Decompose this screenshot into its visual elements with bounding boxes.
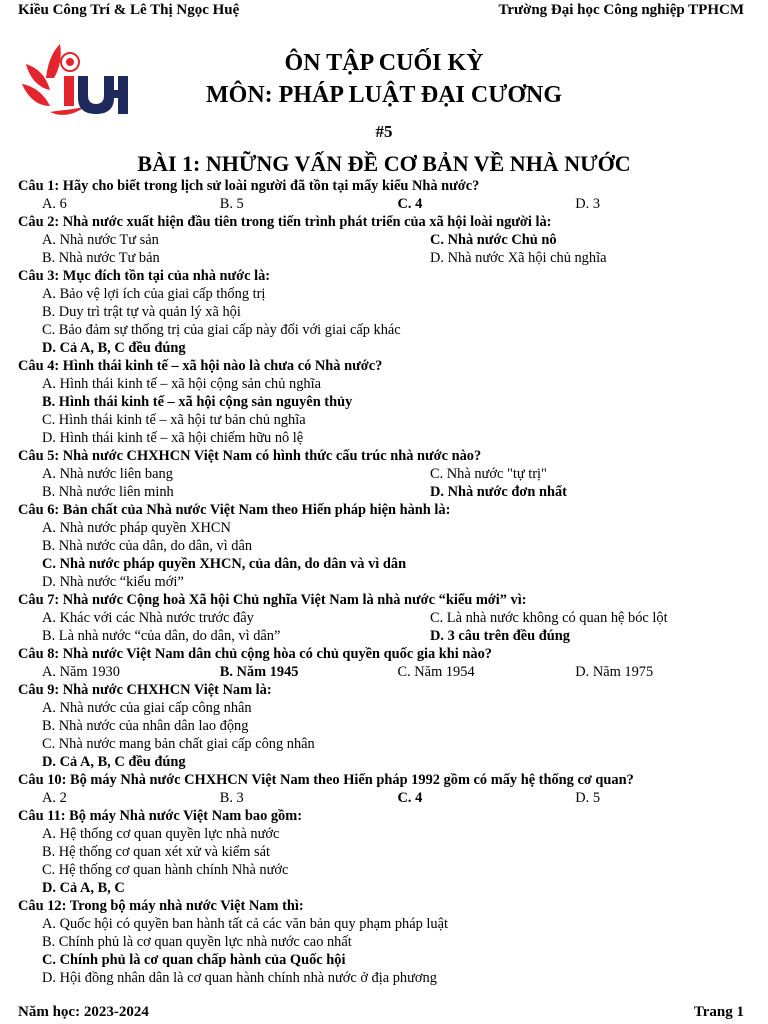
title-subject: MÔN: PHÁP LUẬT ĐẠI CƯƠNG (206, 82, 562, 108)
answer-option: D. Nhà nước Xã hội chủ nghĩa (430, 250, 607, 266)
correct-answer: B. Hình thái kinh tế – xã hội cộng sản nguyên thủy (42, 394, 353, 410)
question-8: Câu 8: Nhà nước Việt Nam dân chủ cộng hòa có chủ quyền quốc gia khi nào? (18, 646, 492, 662)
answer-option: C. Nhà nước "tự trị" (430, 466, 547, 482)
answer-option: A. 2 (42, 790, 67, 806)
question-2: Câu 2: Nhà nước xuất hiện đầu tiên trong tiến trình phát triển của xã hội loài người là: (18, 214, 552, 230)
answer-option: B. Là nhà nước “của dân, do dân, vì dân” (42, 628, 281, 644)
answer-option: D. 3 (575, 196, 601, 212)
question-10: Câu 10: Bộ máy Nhà nước CHXHCN Việt Nam theo Hiến pháp 1992 gồm có mấy hệ thống cơ quan? (18, 772, 634, 788)
correct-answer: D. Nhà nước đơn nhất (430, 484, 567, 500)
answer-row (18, 195, 753, 213)
answer-option: C. Là nhà nước không có quan hệ bóc lột (430, 610, 668, 626)
correct-answer: D. Cả A, B, C đều đúng (42, 754, 186, 770)
question-list (18, 177, 753, 987)
answer-option: D. Hội đồng nhân dân là cơ quan hành chính nhà nước ở địa phương (42, 970, 437, 986)
question-7: Câu 7: Nhà nước Cộng hoà Xã hội Chủ nghĩa Việt Nam là nhà nước “kiểu mới” vì: (18, 592, 527, 608)
answer-row (18, 627, 753, 645)
answer-row (18, 483, 753, 501)
question-12: Câu 12: Trong bộ máy nhà nước Việt Nam thì: (18, 898, 304, 914)
question-11: Câu 11: Bộ máy Nhà nước Việt Nam bao gồm: (18, 808, 303, 824)
question-1: Câu 1: Hãy cho biết trong lịch sử loài người đã tồn tại mấy kiểu Nhà nước? (18, 178, 480, 194)
footer-school-year: Năm học: 2023-2024 (18, 1004, 149, 1020)
answer-option: C. Nhà nước mang bản chất giai cấp công nhân (42, 736, 315, 752)
answer-option: C. Hệ thống cơ quan hành chính Nhà nước (42, 862, 289, 878)
title-number: #5 (375, 122, 393, 141)
title-review: ÔN TẬP CUỐI KỲ (284, 50, 484, 76)
answer-row (18, 789, 753, 807)
answer-option: D. Hình thái kinh tế – xã hội chiếm hữu nô lệ (42, 430, 304, 446)
correct-answer: C. Nhà nước pháp quyền XHCN, của dân, do dân và vì dân (42, 556, 407, 572)
header-school: Trường Đại học Công nghiệp TPHCM (498, 2, 744, 18)
answer-option: A. Quốc hội có quyền ban hành tất cả các văn bản quy phạm pháp luật (42, 916, 449, 932)
answer-option: C. Năm 1954 (397, 664, 475, 680)
footer-page-number: Trang 1 (693, 1004, 744, 1020)
answer-option: A. 6 (42, 196, 67, 212)
answer-option: B. 3 (219, 790, 244, 806)
answer-option: B. Duy trì trật tự và quản lý xã hội (42, 304, 241, 320)
lesson-heading: BÀI 1: NHỮNG VẤN ĐỀ CƠ BẢN VỀ NHÀ NƯỚC (137, 151, 631, 176)
answer-option: B. Nhà nước Tư bản (42, 250, 160, 266)
answer-option: B. Nhà nước của dân, do dân, vì dân (42, 538, 253, 554)
correct-answer: B. Năm 1945 (219, 664, 299, 680)
answer-option: A. Năm 1930 (42, 664, 120, 680)
answer-option: C. Bảo đảm sự thống trị của giai cấp này đối với giai cấp khác (42, 322, 401, 338)
header-authors: Kiều Công Trí & Lê Thị Ngọc Huệ (18, 2, 240, 18)
answer-option: D. 5 (575, 790, 601, 806)
answer-option: B. Hệ thống cơ quan xét xử và kiểm sát (42, 844, 271, 860)
answer-option: D. Năm 1975 (575, 664, 654, 680)
answer-option: C. Hình thái kinh tế – xã hội tư bản chủ nghĩa (42, 412, 306, 428)
answer-option: B. Chính phủ là cơ quan quyền lực nhà nước cao nhất (42, 934, 352, 950)
correct-answer: D. Cả A, B, C đều đúng (42, 340, 186, 356)
answer-option: A. Hình thái kinh tế – xã hội cộng sản chủ nghĩa (42, 376, 321, 392)
question-4: Câu 4: Hình thái kinh tế – xã hội nào là chưa có Nhà nước? (18, 358, 383, 374)
answer-row (18, 231, 753, 249)
answer-option: B. 5 (219, 196, 244, 212)
correct-answer: C. 4 (397, 790, 423, 806)
answer-option: A. Hệ thống cơ quan quyền lực nhà nước (42, 826, 280, 842)
answer-option: A. Nhà nước của giai cấp công nhân (42, 700, 252, 716)
question-9: Câu 9: Nhà nước CHXHCN Việt Nam là: (18, 682, 272, 698)
question-3: Câu 3: Mục đích tồn tại của nhà nước là: (18, 268, 271, 284)
correct-answer: D. 3 câu trên đều đúng (430, 628, 570, 644)
answer-row (18, 465, 753, 483)
question-5: Câu 5: Nhà nước CHXHCN Việt Nam có hình thức cấu trúc nhà nước nào? (18, 448, 482, 464)
answer-option: A. Nhà nước liên bang (42, 466, 173, 482)
answer-option: A. Nhà nước pháp quyền XHCN (42, 520, 231, 536)
answer-row (18, 249, 753, 267)
answer-option: B. Nhà nước của nhân dân lao động (42, 718, 249, 734)
answer-option: D. Nhà nước “kiểu mới” (42, 574, 184, 590)
correct-answer: C. Nhà nước Chủ nô (430, 232, 557, 248)
answer-option: A. Khác với các Nhà nước trước đây (42, 610, 254, 626)
answer-row (18, 609, 753, 627)
answer-row (18, 663, 753, 681)
answer-option: A. Nhà nước Tư sản (42, 232, 159, 248)
answer-option: B. Nhà nước liên minh (42, 484, 174, 500)
answer-option: A. Bảo vệ lợi ích của giai cấp thống trị (42, 286, 266, 302)
correct-answer: C. 4 (397, 196, 423, 212)
correct-answer: D. Cả A, B, C (42, 880, 125, 896)
correct-answer: C. Chính phủ là cơ quan chấp hành của Quốc hội (42, 952, 346, 968)
question-6: Câu 6: Bản chất của Nhà nước Việt Nam theo Hiến pháp hiện hành là: (18, 502, 451, 518)
